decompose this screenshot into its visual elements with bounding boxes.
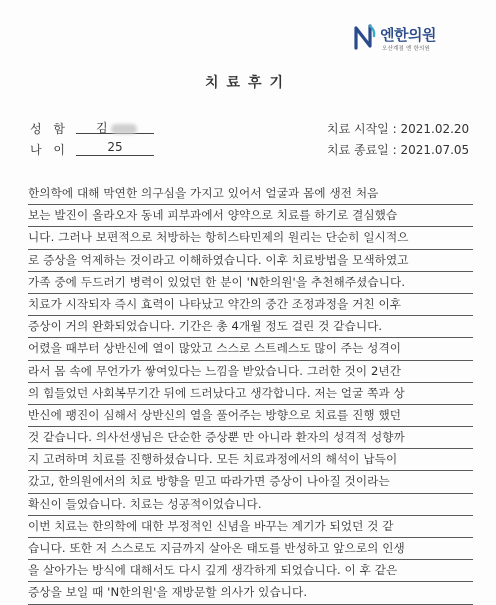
start-date-label: 치료 시작일 : [327, 122, 397, 136]
clinic-tagline: 오산계점 엔 한의원 [382, 46, 431, 52]
review-line: 로 증상을 억제하는 것이라고 이해하였습니다. 이후 치료방법을 모색하였고 [28, 250, 473, 272]
redacted-name-mark [111, 124, 137, 134]
end-date-value: 2021.07.05 [400, 143, 470, 157]
clinic-logo [352, 22, 482, 56]
page-title: 치료후기 [204, 75, 292, 91]
review-line: 확신이 들었습니다. 치료는 성공적이었습니다. [28, 494, 473, 516]
review-line: 을 살아가는 방식에 대해서도 다시 깊게 생각하게 되었습니다. 이 후 같은 [28, 560, 473, 582]
review-line: 니다. 그러나 보편적으로 처방하는 항히스타민제의 원리는 단순히 일시적으 [28, 227, 473, 249]
review-line: 라서 몸 속에 무언가가 쌓여있다는 느낌을 받았습니다. 그러한 것이 2년간 [28, 361, 473, 383]
name-value: 김 [96, 121, 108, 135]
age-label: 나 이 [30, 143, 69, 157]
n-logo-icon [352, 22, 378, 52]
review-line: 반신에 팽진이 심해서 상반신의 열을 풀어주는 방향으로 치료를 진행 했던 [28, 405, 473, 427]
end-date-label: 치료 종료일 : [327, 143, 397, 157]
age-value: 25 [76, 140, 154, 156]
review-line: 습니다. 또한 저 스스로도 지금까지 살아온 태도를 반성하고 앞으로의 인생 [28, 538, 473, 560]
name-field [76, 119, 154, 134]
review-line: 치료가 시작되자 즉시 효력이 나타났고 약간의 중간 조정과정을 거친 이후 [28, 294, 473, 316]
review-line: 것 같습니다. 의사선생님은 단순한 증상뿐 만 아니라 환자의 성격적 성향까 [28, 427, 473, 449]
clinic-brand-name: 엔한의원 [380, 26, 436, 44]
start-date-value: 2021.02.20 [400, 122, 470, 136]
review-line: 보는 발진이 올라오자 동네 피부과에서 양약으로 치료를 하기로 결심했습 [28, 205, 473, 227]
end-date-row [327, 141, 469, 158]
review-line: 증상을 보일 때 'N한의원'을 재방문할 의사가 있습니다. [28, 582, 473, 604]
review-line: 증상이 거의 완화되었습니다. 기간은 총 4개월 정도 걸린 것 같습니다. [28, 316, 473, 338]
review-line: 어렸을 때부터 상반신에 열이 많았고 스스로 스트레스도 많이 주는 성격이 [28, 338, 473, 360]
review-line: 의 힘들었던 사회복무기간 뒤에 드러났다고 생각합니다. 저는 얼굴 쪽과 상 [28, 383, 473, 405]
review-line: 갔고, 한의원에서의 치료 방향을 믿고 따라가면 증상이 나아질 것이라는 [28, 471, 473, 493]
review-line: 이번 치료는 한의학에 대한 부정적인 신념을 바꾸는 계기가 되었던 것 같 [28, 516, 473, 538]
review-line: 지 고려하며 치료를 진행하셨습니다. 모든 치료과정에서의 해석이 납득이 [28, 449, 473, 471]
review-line: 가족 중에 두드러기 병력이 있었던 한 분이 'N한의원'을 추천해주셨습니다. [28, 272, 473, 294]
review-line: 한의학에 대해 막연한 의구심을 가지고 있어서 얼굴과 몸에 생전 처음 [28, 183, 473, 205]
name-label: 성 함 [30, 122, 69, 136]
start-date-row [327, 120, 469, 137]
review-body [28, 183, 473, 605]
